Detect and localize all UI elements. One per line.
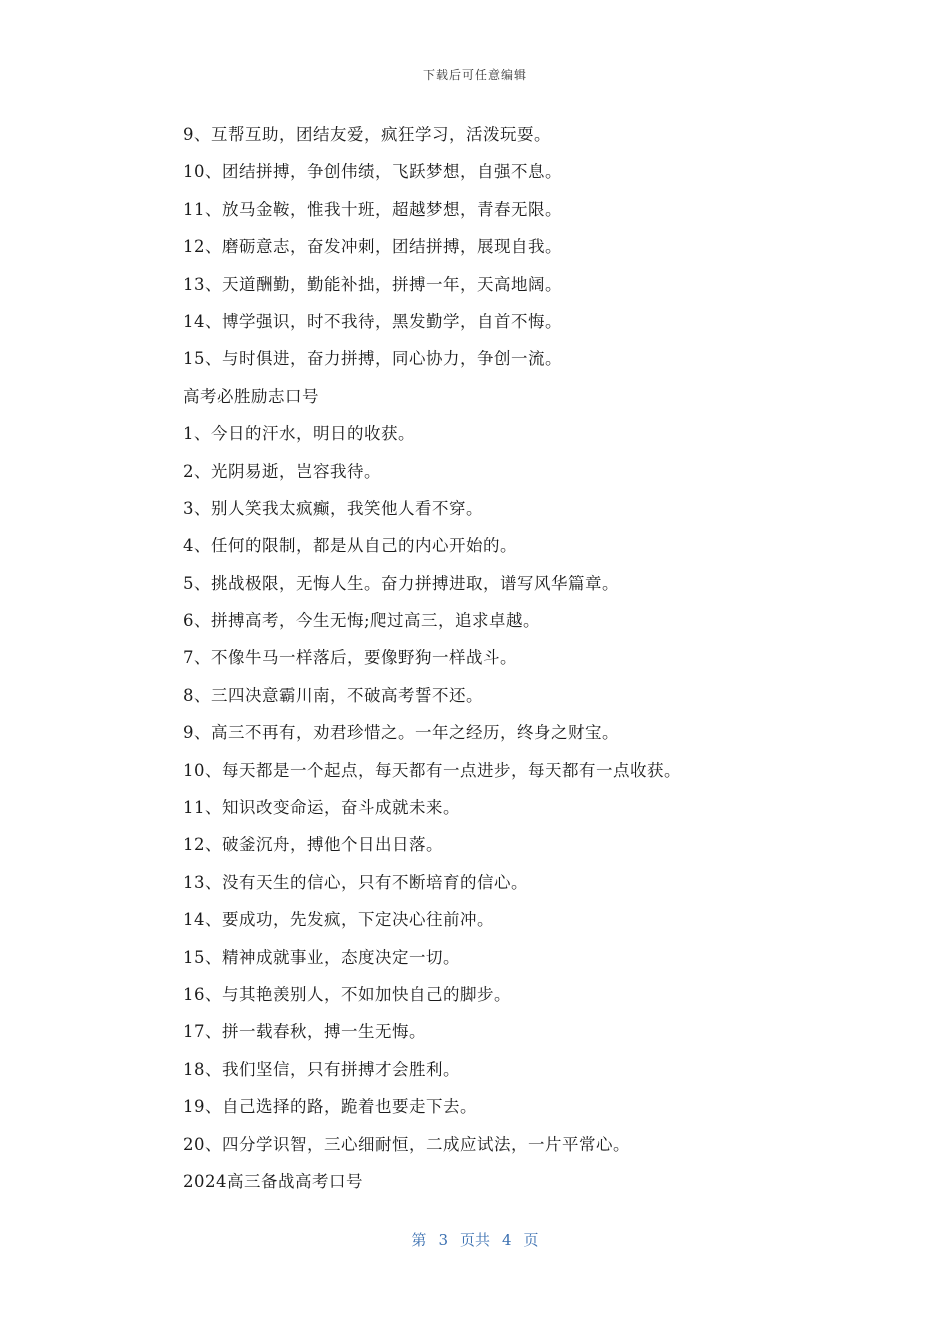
text-line: 14、要成功，先发疯，下定决心往前冲。	[183, 910, 494, 930]
page-suffix: 页	[523, 1231, 539, 1249]
text-line: 15、与时俱进，奋力拼搏，同心协力，争创一流。	[183, 349, 562, 369]
text-line: 10、团结拼搏，争创伟绩，飞跃梦想，自强不息。	[183, 162, 562, 182]
text-line: 14、博学强识，时不我待，黑发勤学，自首不悔。	[183, 311, 562, 331]
text-line: 13、没有天生的信心，只有不断培育的信心。	[183, 872, 528, 892]
text-line: 19、自己选择的路，跪着也要走下去。	[183, 1097, 477, 1117]
text-line: 4、任何的限制，都是从自己的内心开始的。	[183, 536, 517, 556]
text-line: 16、与其艳羡别人，不如加快自己的脚步。	[183, 984, 511, 1004]
text-line: 15、精神成就事业，态度决定一切。	[183, 947, 460, 967]
total-pages: 4	[502, 1231, 512, 1249]
text-line: 8、三四决意霸川南，不破高考誓不还。	[183, 685, 483, 705]
page-footer	[0, 1229, 950, 1250]
section-heading: 高考必胜励志口号	[183, 386, 319, 406]
text-line: 9、互帮互助，团结友爱，疯狂学习，活泼玩耍。	[183, 125, 551, 144]
text-line: 7、不像牛马一样落后，要像野狗一样战斗。	[183, 648, 517, 668]
text-line: 11、放马金鞍，惟我十班，超越梦想，青春无限。	[183, 199, 562, 219]
page-mid: 页共	[459, 1231, 490, 1249]
text-line: 17、拼一载春秋，搏一生无悔。	[183, 1022, 426, 1042]
text-line: 9、高三不再有，劝君珍惜之。一年之经历，终身之财宝。	[183, 723, 619, 743]
text-line: 20、四分学识智，三心细耐恒，二成应试法，一片平常心。	[183, 1134, 630, 1154]
document-body	[183, 116, 883, 1200]
text-line: 1、今日的汗水，明日的收获。	[183, 424, 415, 444]
page-prefix: 第	[411, 1231, 427, 1249]
text-line: 11、知识改变命运，奋斗成就未来。	[183, 798, 460, 818]
text-line: 12、破釜沉舟，搏他个日出日落。	[183, 835, 443, 855]
page-number: 3	[438, 1231, 448, 1249]
text-line: 13、天道酬勤，勤能补拙，拼搏一年，天高地阔。	[183, 274, 562, 294]
text-line: 10、每天都是一个起点，每天都有一点进步，每天都有一点收获。	[183, 760, 681, 780]
section-heading: 2024高三备战高考口号	[183, 1171, 363, 1191]
text-line: 18、我们坚信，只有拼搏才会胜利。	[183, 1059, 460, 1079]
text-line: 2、光阴易逝，岂容我待。	[183, 461, 381, 481]
text-line: 12、磨砺意志，奋发冲刺，团结拼搏，展现自我。	[183, 237, 562, 257]
header-note: 下载后可任意编辑	[422, 68, 527, 82]
text-line: 6、拼搏高考，今生无悔;爬过高三，追求卓越。	[183, 611, 541, 631]
text-line: 5、挑战极限，无悔人生。奋力拼搏进取，谱写风华篇章。	[183, 573, 619, 593]
text-line: 3、别人笑我太疯癫，我笑他人看不穿。	[183, 498, 483, 518]
